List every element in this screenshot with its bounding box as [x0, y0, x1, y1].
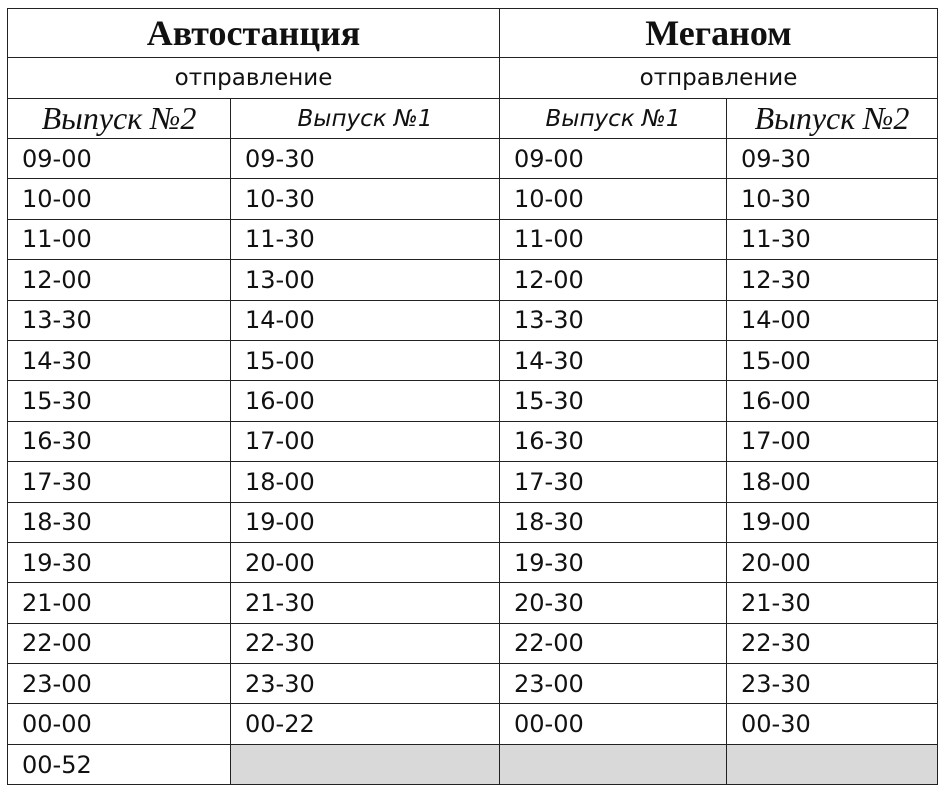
- station-name-meganom: Меганом: [500, 9, 938, 58]
- time-cell: 00-30: [727, 704, 938, 744]
- time-cell: 10-30: [231, 179, 500, 219]
- time-cell: 14-00: [727, 300, 938, 340]
- time-cell: 17-00: [727, 421, 938, 461]
- time-cell: 22-30: [727, 623, 938, 663]
- time-cell: [500, 744, 727, 784]
- time-cell: 19-30: [8, 542, 231, 582]
- time-cell: 17-30: [500, 462, 727, 502]
- release-header-row: [8, 99, 938, 139]
- time-cell: 22-00: [500, 623, 727, 663]
- station-name-avtostantsiya: Автостанция: [8, 9, 500, 58]
- time-cell: 16-00: [727, 381, 938, 421]
- time-cell: 09-00: [500, 139, 727, 179]
- time-cell: 10-00: [500, 179, 727, 219]
- time-cell: 00-00: [500, 704, 727, 744]
- table-row: [8, 623, 938, 663]
- table-row: [8, 300, 938, 340]
- time-cell: 14-00: [231, 300, 500, 340]
- time-cell: 09-30: [727, 139, 938, 179]
- time-cell: 10-30: [727, 179, 938, 219]
- time-cell: 21-00: [8, 583, 231, 623]
- time-cell: 21-30: [231, 583, 500, 623]
- time-cell: 00-52: [8, 744, 231, 784]
- time-cell: 15-00: [727, 340, 938, 380]
- table-row: [8, 260, 938, 300]
- time-cell: 13-00: [231, 260, 500, 300]
- release-header: Выпуск №1: [500, 99, 727, 139]
- time-cell: 23-30: [231, 664, 500, 704]
- time-cell: 18-30: [8, 502, 231, 542]
- time-cell: 00-22: [231, 704, 500, 744]
- time-cell: 22-30: [231, 623, 500, 663]
- time-cell: 19-30: [500, 542, 727, 582]
- table-row: [8, 340, 938, 380]
- time-cell: 11-00: [8, 219, 231, 259]
- time-cell: [231, 744, 500, 784]
- time-cell: 20-00: [231, 542, 500, 582]
- table-row: [8, 139, 938, 179]
- time-cell: 18-30: [500, 502, 727, 542]
- table-row: [8, 219, 938, 259]
- departure-label-row: [8, 58, 938, 99]
- time-cell: 22-00: [8, 623, 231, 663]
- time-cell: 11-00: [500, 219, 727, 259]
- table-row: [8, 542, 938, 582]
- time-cell: 17-30: [8, 462, 231, 502]
- time-cell: 18-00: [231, 462, 500, 502]
- time-cell: 13-30: [8, 300, 231, 340]
- time-cell: 21-30: [727, 583, 938, 623]
- time-cell: 23-30: [727, 664, 938, 704]
- release-header: Выпуск №2: [727, 99, 938, 139]
- time-cell: 13-30: [500, 300, 727, 340]
- time-cell: 18-00: [727, 462, 938, 502]
- time-cell: 14-30: [500, 340, 727, 380]
- departure-label: отправление: [500, 58, 938, 99]
- time-cell: 09-00: [8, 139, 231, 179]
- time-cell: 20-30: [500, 583, 727, 623]
- table-row: [8, 179, 938, 219]
- time-cell: 23-00: [8, 664, 231, 704]
- station-header-row: [8, 9, 938, 58]
- time-cell: 14-30: [8, 340, 231, 380]
- time-cell: 16-30: [8, 421, 231, 461]
- time-cell: 12-00: [8, 260, 231, 300]
- time-cell: 12-30: [727, 260, 938, 300]
- time-cell: [727, 744, 938, 784]
- time-cell: 23-00: [500, 664, 727, 704]
- departure-label: отправление: [8, 58, 500, 99]
- time-cell: 19-00: [231, 502, 500, 542]
- time-cell: 00-00: [8, 704, 231, 744]
- schedule-table: [7, 8, 938, 785]
- time-cell: 16-30: [500, 421, 727, 461]
- table-row: [8, 502, 938, 542]
- time-cell: 15-30: [8, 381, 231, 421]
- release-header: Выпуск №1: [231, 99, 500, 139]
- table-row: [8, 704, 938, 744]
- table-row: [8, 381, 938, 421]
- time-cell: 17-00: [231, 421, 500, 461]
- release-header: Выпуск №2: [8, 99, 231, 139]
- time-cell: 12-00: [500, 260, 727, 300]
- table-row: [8, 583, 938, 623]
- time-cell: 10-00: [8, 179, 231, 219]
- table-row: [8, 744, 938, 784]
- time-cell: 11-30: [231, 219, 500, 259]
- table-row: [8, 664, 938, 704]
- time-cell: 19-00: [727, 502, 938, 542]
- time-cell: 16-00: [231, 381, 500, 421]
- table-row: [8, 462, 938, 502]
- time-cell: 20-00: [727, 542, 938, 582]
- time-cell: 15-00: [231, 340, 500, 380]
- table-row: [8, 421, 938, 461]
- time-cell: 11-30: [727, 219, 938, 259]
- time-cell: 09-30: [231, 139, 500, 179]
- time-cell: 15-30: [500, 381, 727, 421]
